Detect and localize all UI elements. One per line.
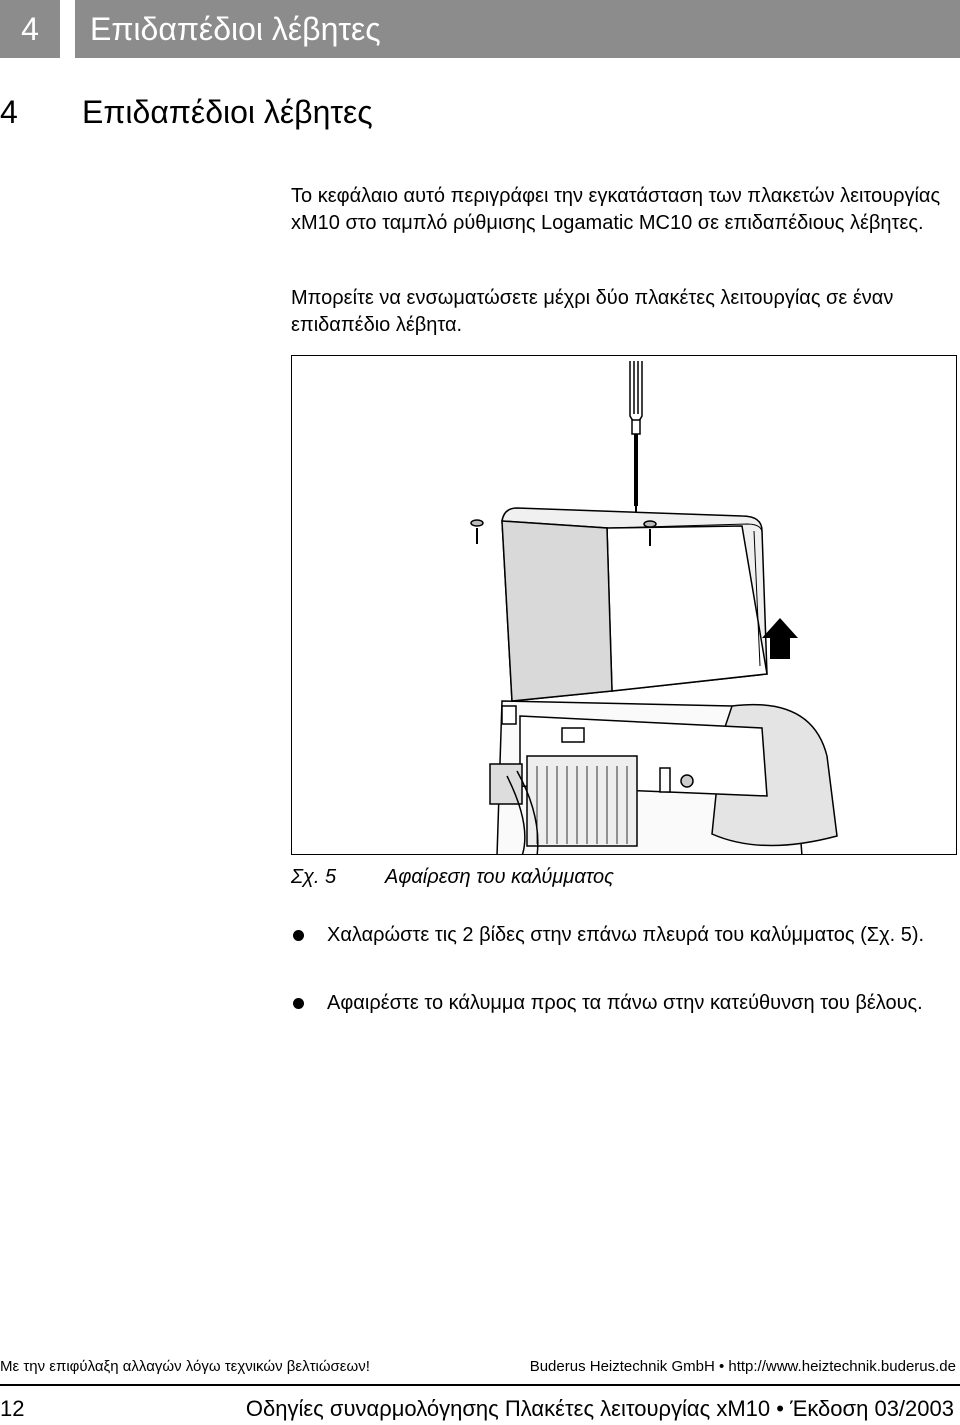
figure-caption: Αφαίρεση του καλύμματος xyxy=(385,866,614,888)
capacity-paragraph: Μπορείτε να ενσωματώσετε μέχρι δύο πλακέτες λειτουργίας σε έναν επιδαπέδιο λέβητα. xyxy=(291,287,894,336)
chapter-title-bar: Επιδαπέδιοι λέβητες xyxy=(75,0,960,58)
section-number: 4 xyxy=(0,94,18,130)
screwdriver-icon xyxy=(630,361,642,514)
bullet-icon xyxy=(293,930,304,941)
footer-disclaimer: Με την επιφύλαξη αλλαγών λόγω τεχνικών βελτιώσεων! xyxy=(0,1358,370,1375)
list-item-text: Χαλαρώστε τις 2 βίδες στην επάνω πλευρά του καλύμματος (Σχ. 5). xyxy=(327,924,925,946)
list-item-text: Αφαιρέστε το κάλυμμα προς τα πάνω στην κατεύθυνση του βέλους. xyxy=(327,992,923,1014)
section-title: Επιδαπέδιοι λέβητες xyxy=(82,94,373,130)
document-title: Οδηγίες συναρμολόγησης Πλακέτες λειτουργίας xM10 • Έκδοση 03/2003 xyxy=(245,1396,954,1421)
footer-company: Buderus Heiztechnik GmbH • http://www.heiztechnik.buderus.de xyxy=(529,1358,956,1375)
cover-removal-illustration xyxy=(291,355,957,855)
footer-divider xyxy=(0,1384,960,1386)
intro-paragraph: Το κεφάλαιο αυτό περιγράφει την εγκατάσταση των πλακετών λειτουργίας xM10 στο ταμπλό ρύθμισης Logamatic MC10 σε επιδαπέδιους λέβητες. xyxy=(291,185,941,234)
chapter-number-tab: 4 xyxy=(0,0,60,58)
cover-panel xyxy=(471,508,767,701)
bullet-icon xyxy=(293,998,304,1009)
figure-number: Σχ. 5 xyxy=(291,866,337,888)
page-number: 12 xyxy=(0,1396,25,1421)
control-unit-base xyxy=(490,701,837,855)
arrow-up-icon xyxy=(762,618,798,659)
